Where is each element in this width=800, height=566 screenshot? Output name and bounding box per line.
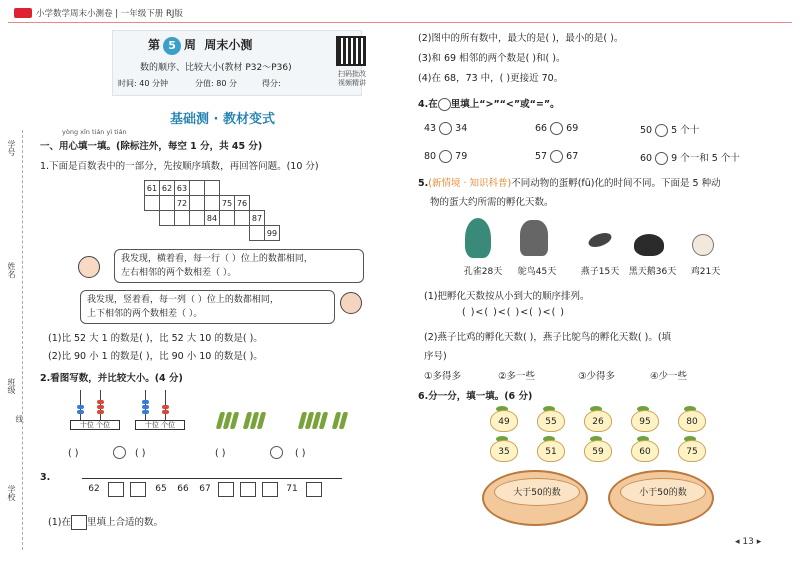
black-swan-image: [634, 234, 664, 256]
q4-item-6: 60 9 个一和 5 个十: [640, 153, 740, 164]
peach-49[interactable]: 49: [490, 410, 518, 432]
option-2: ②多一些: [498, 371, 536, 382]
peach-59[interactable]: 59: [584, 440, 612, 462]
swallow-image: [587, 230, 614, 249]
q1-pinyin: yòng xīn tián yì tián: [62, 128, 127, 136]
hundred-chart: 61 62 63 72 75 76 84 87 99: [144, 180, 280, 241]
q1-heading: 一、用心填一填。(除标注外，每空 1 分，共 45 分): [40, 141, 263, 152]
bead: [97, 410, 104, 414]
q3-line2: (2)图中的所有数中，最大的是( )，最小的是( )。: [418, 33, 624, 44]
bead: [142, 405, 149, 409]
girl-avatar: [78, 256, 100, 278]
week-number: 5: [163, 37, 181, 55]
bead: [97, 400, 104, 404]
boy-speech-bubble: 我发现，竖着看，每一列（ ）位上的数都相同， 上下相邻的两个数相差（ ）。: [80, 290, 335, 324]
bead: [162, 405, 169, 409]
option-4: ④少一些: [650, 371, 688, 382]
section-title: 基础测 · 教材变式: [170, 112, 275, 127]
nl-label-71: 71: [286, 484, 298, 494]
peacock-days: 孔雀28天: [463, 267, 503, 277]
basket-greater-than-50[interactable]: [482, 470, 588, 526]
binding-line: [22, 130, 23, 550]
q1-sub1: 1.下面是百数表中的一部分，先按顺序填数，再回答问题。(10 分): [40, 161, 319, 172]
q3-instruction: (1)在 里填上合适的数。: [48, 517, 163, 528]
ostrich-image: [520, 220, 548, 256]
q2-answer-b[interactable]: ( ): [135, 448, 146, 459]
basket-less-than-50[interactable]: [608, 470, 714, 526]
boy-avatar: [340, 292, 362, 314]
nl-blank[interactable]: [130, 482, 146, 497]
q5-heading-2: 物的蛋大约所需的孵化天数。: [430, 197, 554, 208]
q6-heading: 6.分一分，填一填。(6 分): [418, 391, 533, 402]
q2-answer-c[interactable]: ( ): [215, 448, 226, 459]
q2-heading: 2.看图写数，并比较大小。(4 分): [40, 373, 183, 384]
peach-75[interactable]: 75: [678, 440, 706, 462]
nl-blank[interactable]: [306, 482, 322, 497]
compare-circle[interactable]: [439, 150, 452, 163]
q4-item-2: 66 69: [535, 123, 579, 134]
q4-item-3: 50 5 个十: [640, 125, 700, 136]
peach-51[interactable]: 51: [537, 440, 565, 462]
bead: [162, 410, 169, 414]
ostrich-days: 鸵鸟45天: [517, 267, 557, 277]
nl-label-62: 62: [88, 484, 100, 494]
q1-line1: (1)比 52 大 1 的数是( )，比 52 大 10 的数是( )。: [48, 333, 263, 344]
abacus2-base: 十位 个位: [135, 420, 185, 430]
q3-heading: 3.: [40, 472, 51, 483]
q2-answer-a[interactable]: ( ): [68, 448, 79, 459]
qr-caption: 扫码批改 视频精讲: [338, 70, 366, 87]
peach-95[interactable]: 95: [631, 410, 659, 432]
q4-item-4: 80 79: [424, 151, 468, 162]
nl-blank[interactable]: [240, 482, 256, 497]
compare-circle[interactable]: [550, 122, 563, 135]
abacus1-base: 十位 个位: [70, 420, 120, 430]
bead: [142, 410, 149, 414]
card-score: 分值: 80 分: [195, 79, 237, 88]
q2-answer-d[interactable]: ( ): [295, 448, 306, 459]
peach-26[interactable]: 26: [584, 410, 612, 432]
option-1: ①多得多: [424, 371, 462, 382]
q4-heading: 4.在 里填上“>”“<”或“=”。: [418, 99, 560, 110]
page-number: ◂ 13 ▸: [735, 537, 762, 547]
card-time: 时间: 40 分钟: [118, 79, 168, 88]
sidebar-student-no: 学号: [7, 140, 16, 156]
q5-sub2: (2)燕子比鸡的孵化天数( )，燕子比鸵鸟的孵化天数( )。(填: [424, 332, 672, 343]
q5-sequence[interactable]: ( )<( )<( )<( )<( ): [462, 307, 566, 318]
basket-label-greater: 大于50的数: [494, 478, 580, 506]
black-swan-days: 黑天鹅36天: [628, 267, 677, 277]
q4-item-1: 43 34: [424, 123, 468, 134]
peach-55[interactable]: 55: [537, 410, 565, 432]
q2-compare-circle-2[interactable]: [270, 446, 283, 459]
peach-60[interactable]: 60: [631, 440, 659, 462]
bead: [77, 405, 84, 409]
bead: [97, 405, 104, 409]
header-text: 小学数学周末小测卷 | 一年级下册 RJ版: [36, 9, 183, 19]
bead: [142, 400, 149, 404]
girl-speech-bubble: 我发现，横着看，每一行（ ）位上的数都相同， 左右相邻的两个数相差（ ）。: [114, 249, 364, 283]
nl-blank[interactable]: [262, 482, 278, 497]
nl-label-66: 66: [177, 484, 189, 494]
q5-sub1: (1)把孵化天数按从小到大的顺序排列。: [424, 291, 590, 302]
q1-line2: (2)比 90 小 1 的数是( )，比 90 小 10 的数是( )。: [48, 351, 263, 362]
compare-circle[interactable]: [655, 124, 668, 137]
nl-label-67: 67: [199, 484, 211, 494]
compare-circle[interactable]: [655, 152, 668, 165]
q5-heading: 5.(新情境 · 知识科普)不同动物的蛋孵(fū)化的时间不同。下面是 5 种动: [418, 178, 721, 189]
blank-box-sample: [71, 515, 87, 530]
q5-sub2b: 序号): [424, 351, 447, 362]
chicken-days: 鸡21天: [690, 267, 721, 277]
q2-compare-circle-1[interactable]: [113, 446, 126, 459]
swallow-days: 燕子15天: [580, 267, 620, 277]
bead: [77, 410, 84, 414]
header-divider: [8, 22, 792, 23]
sidebar-school: 学校: [7, 485, 16, 501]
basket-label-less: 小于50的数: [620, 478, 706, 506]
sidebar-class: 班级: [7, 378, 16, 394]
peacock-image: [465, 218, 491, 258]
series-badge: [14, 8, 32, 18]
option-3: ③少得多: [578, 371, 616, 382]
q3-line4: (4)在 68，73 中，( )更接近 70。: [418, 73, 564, 84]
peach-80[interactable]: 80: [678, 410, 706, 432]
peach-35[interactable]: 35: [490, 440, 518, 462]
chicken-image: [692, 234, 714, 256]
week-title: 第 5 周 周末小测: [148, 36, 252, 55]
card-subtitle: 数的顺序、比较大小(教材 P32～P36): [140, 63, 292, 73]
nl-blank[interactable]: [218, 482, 234, 497]
q3-line3: (3)和 69 相邻的两个数是( )和( )。: [418, 53, 566, 64]
nl-label-65: 65: [155, 484, 167, 494]
sidebar-fold-mark: 线: [15, 415, 24, 423]
q4-item-5: 57 67: [535, 151, 579, 162]
qr-code[interactable]: [336, 36, 366, 66]
nl-blank[interactable]: [108, 482, 124, 497]
number-line: [82, 478, 342, 479]
card-got: 得分:: [262, 79, 281, 88]
compare-circle[interactable]: [439, 122, 452, 135]
compare-circle[interactable]: [550, 150, 563, 163]
sidebar-name: 姓名: [7, 262, 16, 278]
